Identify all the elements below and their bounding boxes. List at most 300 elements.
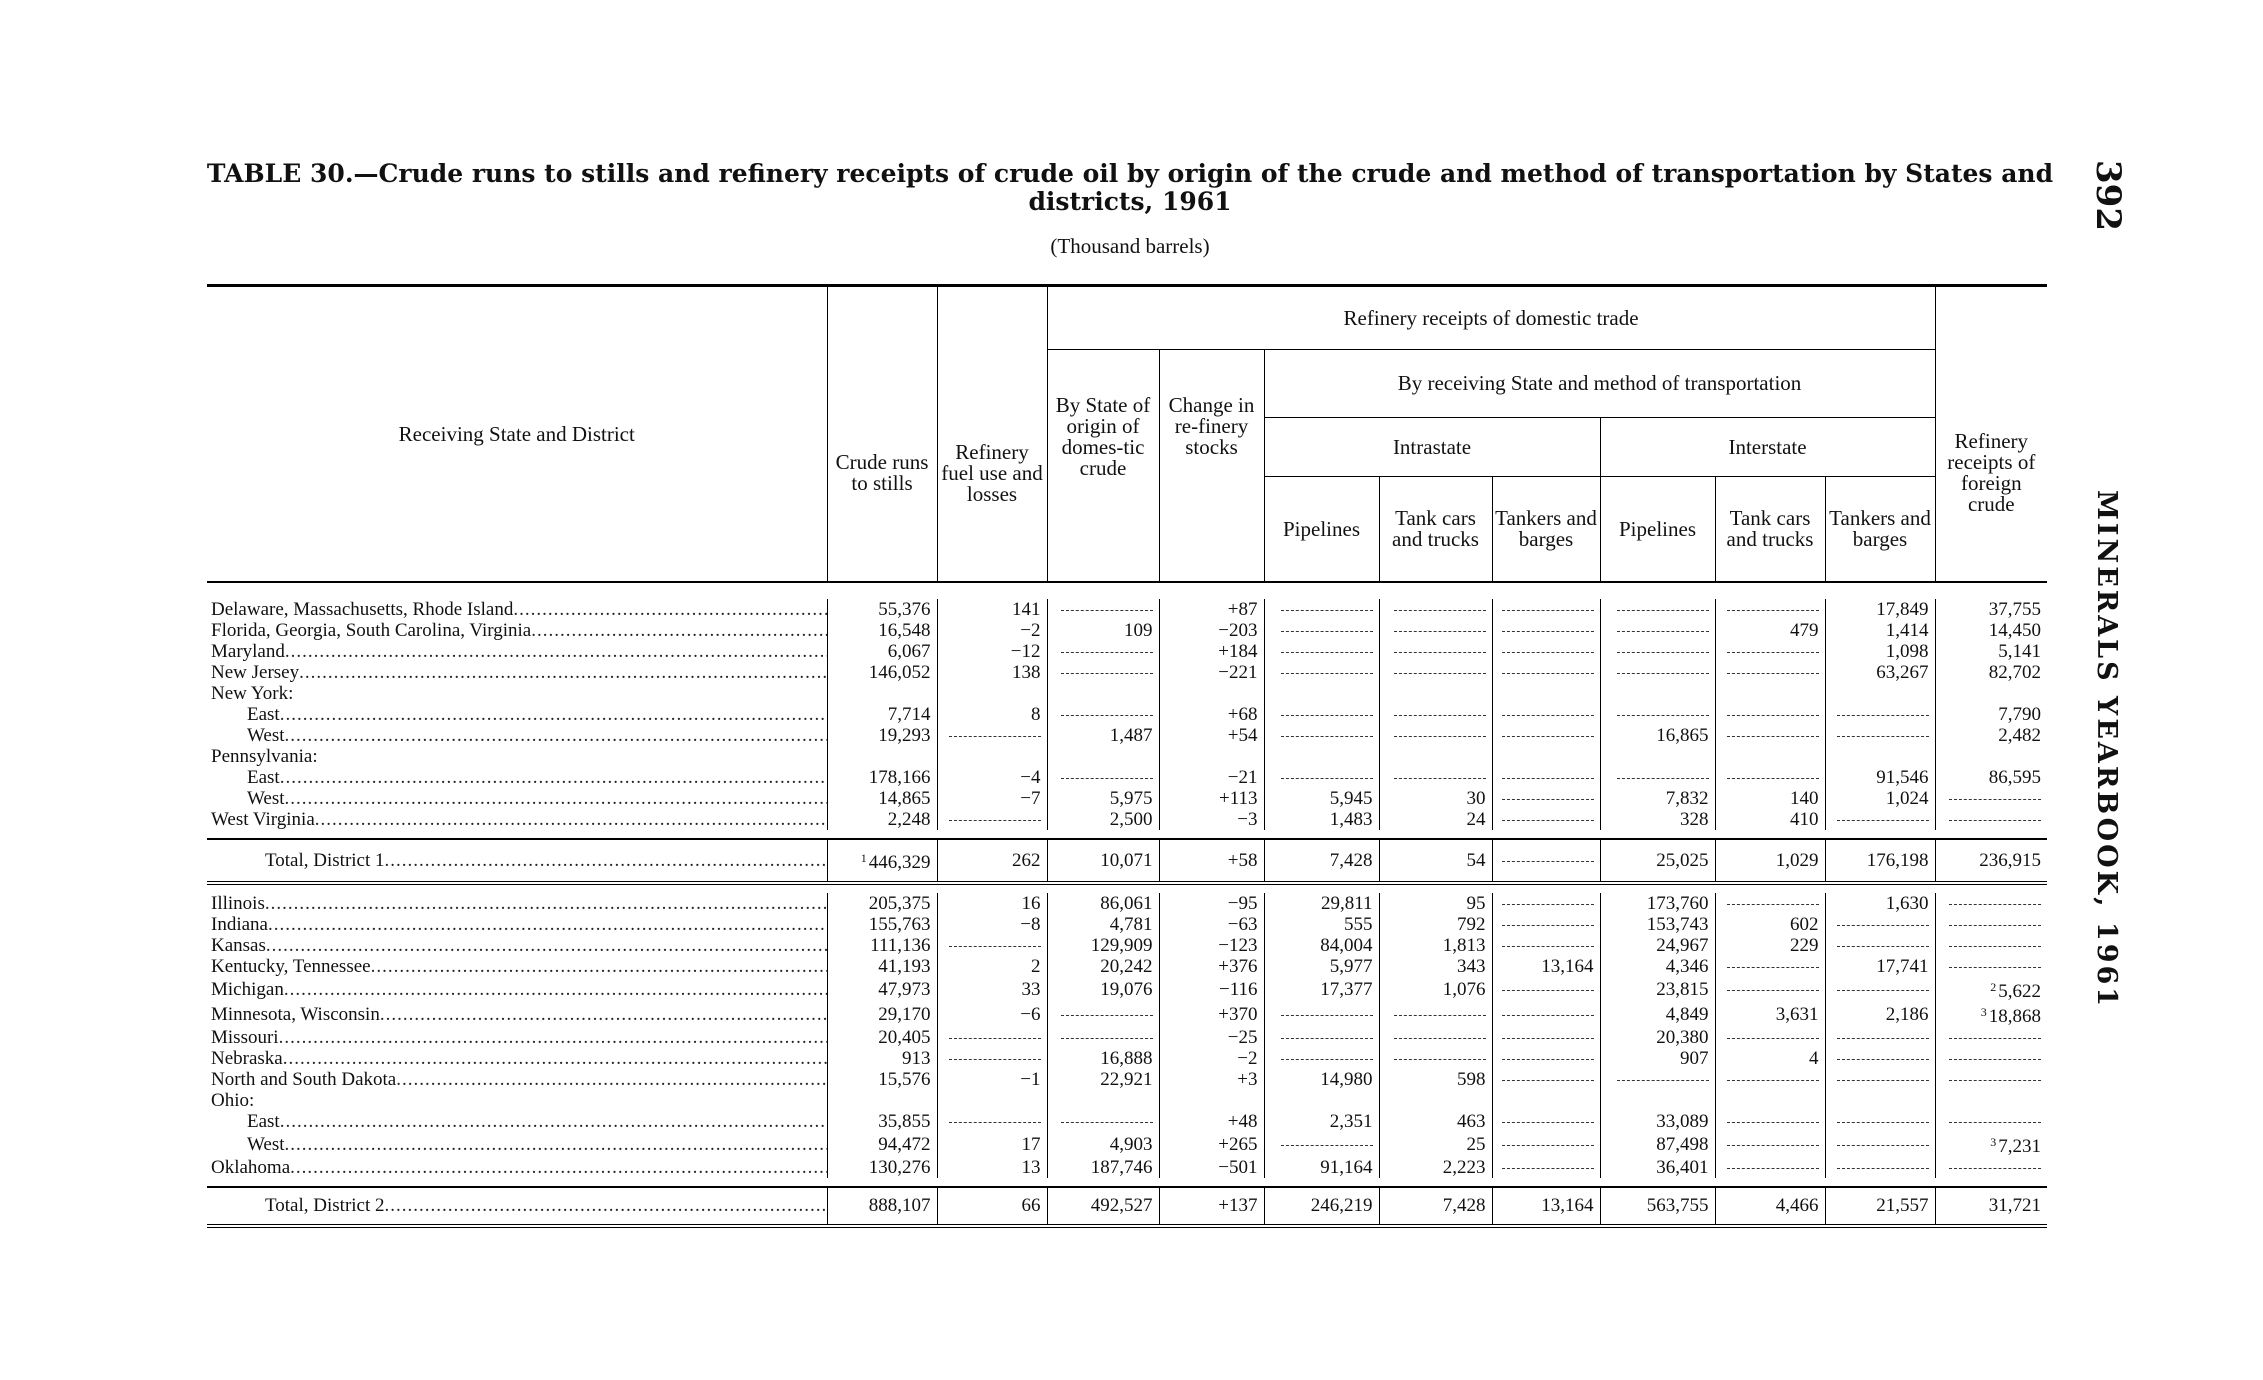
- cell-value: −2: [1020, 620, 1041, 641]
- cell-col-11: [1935, 977, 2047, 1002]
- cell-value: 16,548: [878, 620, 931, 641]
- empty-dash: [1281, 1015, 1373, 1016]
- cell-col-8: [1600, 641, 1715, 662]
- footnote-marker: 1: [860, 851, 867, 865]
- table-row: [207, 704, 2047, 725]
- empty-dash: [1061, 610, 1153, 611]
- empty-dash: [949, 1122, 1041, 1123]
- empty-dash: [949, 1038, 1041, 1039]
- cell-value: 602: [1790, 914, 1819, 935]
- cell-col-2: [937, 809, 1047, 830]
- cell-col-7: [1492, 1111, 1600, 1132]
- cell-col-2: [937, 1090, 1047, 1111]
- cell-col-3: [1047, 935, 1159, 956]
- table-row: [207, 620, 2047, 641]
- cell-value: 3,631: [1775, 1004, 1819, 1025]
- cell-col-10: [1825, 704, 1935, 725]
- cell-col-6: [1379, 977, 1492, 1002]
- cell-col-11: [1935, 599, 2047, 620]
- empty-dash: [1949, 904, 2041, 905]
- cell-col-9: [1715, 725, 1825, 746]
- footnote-marker: 2: [1990, 980, 1997, 994]
- cell-value: 36,401: [1656, 1157, 1709, 1178]
- cell-value: 30: [1466, 788, 1486, 809]
- cell-col-5: [1264, 683, 1379, 704]
- empty-dash: [1617, 673, 1709, 674]
- cell-value: 86,061: [1100, 893, 1153, 914]
- cell-col-8: [1600, 1048, 1715, 1069]
- cell-value: −221: [1218, 662, 1258, 683]
- table-row: [207, 767, 2047, 788]
- cell-col-7: [1492, 935, 1600, 956]
- cell-col-4: [1159, 1157, 1264, 1178]
- leader-dots: [299, 662, 827, 683]
- cell-value: 41,193: [878, 956, 931, 977]
- table-row: [207, 914, 2047, 935]
- cell-col-9: [1715, 1027, 1825, 1048]
- total-row: [207, 839, 2047, 883]
- cell-col-1: [827, 788, 937, 809]
- row-label-text: Illinois: [211, 893, 265, 914]
- cell-value: 479: [1790, 620, 1819, 641]
- cell-value: 176,198: [1866, 849, 1929, 871]
- cell-col-10: [1825, 746, 1935, 767]
- cell-value: 913: [902, 1048, 931, 1069]
- cell-col-7: [1492, 1132, 1600, 1157]
- header-intra-tankcars: Tank cars and trucks: [1379, 477, 1492, 583]
- cell-col-6: [1379, 893, 1492, 914]
- cell-value: 1,076: [1442, 979, 1486, 1000]
- cell-col-3: [1047, 599, 1159, 620]
- cell-col-7: [1492, 1069, 1600, 1090]
- cell-col-8: [1600, 1157, 1715, 1178]
- empty-dash: [1949, 925, 2041, 926]
- cell-value: 492,527: [1090, 1195, 1153, 1216]
- row-label: [207, 683, 827, 704]
- cell-col-2: [937, 1111, 1047, 1132]
- empty-dash: [1502, 946, 1594, 947]
- row-label: [207, 809, 827, 830]
- cell-col-4: [1159, 893, 1264, 914]
- row-label: [207, 977, 827, 1002]
- cell-col-4: [1159, 746, 1264, 767]
- empty-dash: [1502, 904, 1594, 905]
- table-row: [207, 1090, 2047, 1111]
- cell-col-6: [1379, 599, 1492, 620]
- cell-col-11: [1935, 788, 2047, 809]
- cell-col-10: [1825, 788, 1935, 809]
- cell-value: 146,052: [868, 662, 931, 683]
- cell-col-5: [1264, 1069, 1379, 1090]
- empty-dash: [1837, 1168, 1929, 1169]
- cell-col-5: [1264, 1027, 1379, 1048]
- cell-col-6: [1379, 809, 1492, 830]
- empty-dash: [1727, 1145, 1819, 1146]
- cell-col-6: [1379, 704, 1492, 725]
- cell-col-2: [937, 1132, 1047, 1157]
- row-label: [207, 767, 827, 788]
- cell-value: 7,428: [1329, 849, 1373, 871]
- row-label: [207, 1132, 827, 1157]
- cell-value: +48: [1227, 1111, 1258, 1132]
- row-label-text: Nebraska: [211, 1048, 283, 1069]
- cell-col-5: [1264, 725, 1379, 746]
- cell-col-5: [1264, 839, 1379, 883]
- row-label-text: Kentucky, Tennessee: [211, 956, 371, 977]
- cell-col-5: [1264, 620, 1379, 641]
- cell-col-3: [1047, 683, 1159, 704]
- table-title: [205, 160, 2055, 216]
- cell-col-2: [937, 767, 1047, 788]
- cell-value: 2,223: [1442, 1157, 1486, 1178]
- leader-dots: [385, 850, 827, 871]
- cell-value: 5,975: [1109, 788, 1153, 809]
- cell-value: 2: [1031, 956, 1041, 977]
- cell-value: +113: [1218, 788, 1258, 809]
- cell-col-8: [1600, 977, 1715, 1002]
- cell-value: −8: [1020, 914, 1041, 935]
- cell-col-5: [1264, 956, 1379, 977]
- cell-col-9: [1715, 1090, 1825, 1111]
- cell-col-3: [1047, 767, 1159, 788]
- cell-col-11: [1935, 1090, 2047, 1111]
- cell-col-9: [1715, 704, 1825, 725]
- empty-dash: [1502, 1015, 1594, 1016]
- cell-col-8: [1600, 914, 1715, 935]
- cell-col-9: [1715, 893, 1825, 914]
- cell-value: 95: [1466, 893, 1486, 914]
- empty-dash: [1281, 736, 1373, 737]
- header-by-receiving: By receiving State and method of transportation: [1264, 350, 1935, 418]
- empty-dash: [1502, 861, 1594, 862]
- cell-col-11: [1935, 704, 2047, 725]
- row-label-text: Maryland: [211, 641, 285, 662]
- cell-value: 24: [1466, 809, 1486, 830]
- cell-col-11: [1935, 683, 2047, 704]
- empty-dash: [1837, 1059, 1929, 1060]
- cell-col-8: [1600, 788, 1715, 809]
- empty-dash: [1837, 820, 1929, 821]
- cell-col-10: [1825, 662, 1935, 683]
- cell-value: 20,405: [878, 1027, 931, 1048]
- cell-col-7: [1492, 956, 1600, 977]
- leader-dots: [531, 620, 827, 641]
- cell-col-6: [1379, 1002, 1492, 1027]
- empty-dash: [1949, 1122, 2041, 1123]
- cell-col-4: [1159, 704, 1264, 725]
- cell-value: 178,166: [868, 767, 931, 788]
- cell-col-10: [1825, 1157, 1935, 1178]
- leader-dots: [284, 979, 827, 1000]
- cell-col-5: [1264, 977, 1379, 1002]
- empty-dash: [1949, 1059, 2041, 1060]
- cell-col-3: [1047, 839, 1159, 883]
- cell-col-8: [1600, 1111, 1715, 1132]
- total-row: [207, 1187, 2047, 1226]
- cell-value: 86,595: [1988, 767, 2042, 788]
- cell-value: 6,067: [887, 641, 931, 662]
- cell-col-7: [1492, 641, 1600, 662]
- cell-value: 138: [1012, 662, 1041, 683]
- cell-value: 2,500: [1109, 809, 1153, 830]
- cell-value: +265: [1218, 1134, 1258, 1155]
- cell-value: 87,498: [1656, 1134, 1709, 1155]
- row-label: [207, 725, 827, 746]
- row-label: [207, 956, 827, 977]
- row-label: [207, 1187, 827, 1226]
- empty-dash: [1727, 673, 1819, 674]
- table-row: [207, 956, 2047, 977]
- cell-col-6: [1379, 662, 1492, 683]
- empty-dash: [1061, 778, 1153, 779]
- leader-dots: [396, 1069, 827, 1090]
- cell-col-10: [1825, 599, 1935, 620]
- cell-col-10: [1825, 1090, 1935, 1111]
- cell-col-9: [1715, 599, 1825, 620]
- footnote-marker: 3: [1990, 1135, 1997, 1149]
- cell-value: 63,267: [1876, 662, 1929, 683]
- row-label-text: Oklahoma: [211, 1157, 291, 1178]
- cell-col-4: [1159, 662, 1264, 683]
- empty-dash: [1061, 715, 1153, 716]
- cell-value: 24,967: [1656, 935, 1709, 956]
- district-2-rows: [207, 893, 2047, 1178]
- cell-col-1: [827, 599, 937, 620]
- empty-dash: [1837, 1080, 1929, 1081]
- cell-col-10: [1825, 1069, 1935, 1090]
- cell-col-11: [1935, 1157, 2047, 1178]
- cell-col-10: [1825, 725, 1935, 746]
- cell-col-11: [1935, 893, 2047, 914]
- cell-col-7: [1492, 914, 1600, 935]
- cell-value: −6: [1020, 1004, 1041, 1025]
- cell-col-7: [1492, 1090, 1600, 1111]
- empty-dash: [1502, 652, 1594, 653]
- table-row: [207, 977, 2047, 1002]
- empty-dash: [1394, 1059, 1486, 1060]
- cell-value: 15,576: [878, 1069, 931, 1090]
- cell-value: 187,746: [1090, 1157, 1153, 1178]
- cell-col-8: [1600, 725, 1715, 746]
- cell-value: 16,888: [1100, 1048, 1153, 1069]
- header-foreign: Refinery receipts of foreign crude: [1935, 286, 2047, 583]
- empty-dash: [1617, 715, 1709, 716]
- cell-col-2: [937, 662, 1047, 683]
- empty-dash: [1949, 946, 2041, 947]
- cell-col-10: [1825, 914, 1935, 935]
- cell-col-1: [827, 683, 937, 704]
- cell-col-4: [1159, 1002, 1264, 1027]
- empty-dash: [949, 736, 1041, 737]
- empty-dash: [1727, 610, 1819, 611]
- cell-col-4: [1159, 1090, 1264, 1111]
- cell-col-1: [827, 1157, 937, 1178]
- row-label: [207, 620, 827, 641]
- cell-col-8: [1600, 599, 1715, 620]
- cell-value: 2,186: [1885, 1004, 1929, 1025]
- cell-col-3: [1047, 1187, 1159, 1226]
- cell-value: 7,714: [887, 704, 931, 725]
- cell-col-1: [827, 914, 937, 935]
- cell-col-2: [937, 704, 1047, 725]
- leader-dots: [285, 788, 827, 809]
- cell-col-9: [1715, 746, 1825, 767]
- cell-value: −2: [1237, 1048, 1258, 1069]
- cell-col-7: [1492, 893, 1600, 914]
- cell-col-6: [1379, 788, 1492, 809]
- empty-dash: [1727, 736, 1819, 737]
- empty-dash: [1502, 631, 1594, 632]
- empty-dash: [1502, 1145, 1594, 1146]
- empty-dash: [1949, 967, 2041, 968]
- leader-dots: [513, 599, 827, 620]
- cell-col-1: [827, 704, 937, 725]
- cell-col-1: [827, 1002, 937, 1027]
- cell-col-8: [1600, 935, 1715, 956]
- empty-dash: [1837, 925, 1929, 926]
- cell-col-9: [1715, 1187, 1825, 1226]
- cell-col-5: [1264, 809, 1379, 830]
- cell-col-1: [827, 767, 937, 788]
- empty-dash: [1727, 1038, 1819, 1039]
- title-line-2: districts, 1961: [1028, 187, 1232, 216]
- leader-dots: [280, 704, 827, 725]
- cell-col-9: [1715, 1002, 1825, 1027]
- row-label-text: North and South Dakota: [211, 1069, 397, 1090]
- cell-col-7: [1492, 1002, 1600, 1027]
- cell-col-5: [1264, 641, 1379, 662]
- cell-col-2: [937, 1069, 1047, 1090]
- cell-col-5: [1264, 1132, 1379, 1157]
- cell-value: +54: [1227, 725, 1258, 746]
- cell-col-1: [827, 1132, 937, 1157]
- empty-dash: [1502, 990, 1594, 991]
- cell-col-5: [1264, 1090, 1379, 1111]
- district-2-total: [207, 1178, 2047, 1226]
- cell-col-7: [1492, 1187, 1600, 1226]
- row-label: [207, 746, 827, 767]
- cell-col-8: [1600, 620, 1715, 641]
- cell-col-5: [1264, 788, 1379, 809]
- cell-col-9: [1715, 683, 1825, 704]
- cell-col-4: [1159, 935, 1264, 956]
- cell-value: −3: [1237, 809, 1258, 830]
- cell-col-10: [1825, 956, 1935, 977]
- row-label: [207, 1157, 827, 1178]
- cell-col-7: [1492, 683, 1600, 704]
- empty-dash: [1502, 610, 1594, 611]
- row-label-text: East: [247, 704, 280, 725]
- cell-value: 29,811: [1320, 893, 1373, 914]
- cell-col-3: [1047, 1048, 1159, 1069]
- header-crude-runs: Crude runs to stills: [827, 286, 937, 583]
- cell-value: 13: [1021, 1157, 1041, 1178]
- cell-col-3: [1047, 1027, 1159, 1048]
- cell-value: 130,276: [868, 1157, 931, 1178]
- empty-dash: [1061, 1038, 1153, 1039]
- cell-col-11: [1935, 1027, 2047, 1048]
- cell-col-2: [937, 1027, 1047, 1048]
- row-label: [207, 1090, 827, 1111]
- row-label: [207, 1027, 827, 1048]
- table-row: [207, 746, 2047, 767]
- cell-col-11: [1935, 1132, 2047, 1157]
- cell-value: 1,487: [1109, 725, 1153, 746]
- cell-col-6: [1379, 1157, 1492, 1178]
- cell-col-3: [1047, 914, 1159, 935]
- empty-dash: [1281, 652, 1373, 653]
- cell-col-9: [1715, 767, 1825, 788]
- cell-col-1: [827, 641, 937, 662]
- row-label-text: Delaware, Massachusetts, Rhode Island: [211, 599, 514, 620]
- leader-dots: [380, 1004, 827, 1025]
- cell-col-10: [1825, 767, 1935, 788]
- cell-col-2: [937, 1048, 1047, 1069]
- cell-col-4: [1159, 620, 1264, 641]
- cell-value: 2,351: [1329, 1111, 1373, 1132]
- header-state: Receiving State and District: [207, 286, 827, 583]
- cell-value: 129,909: [1090, 935, 1153, 956]
- cell-col-2: [937, 956, 1047, 977]
- cell-col-1: [827, 725, 937, 746]
- empty-dash: [1281, 778, 1373, 779]
- cell-value: 29,170: [878, 1004, 931, 1025]
- cell-col-4: [1159, 956, 1264, 977]
- empty-dash: [1502, 925, 1594, 926]
- cell-col-11: [1935, 662, 2047, 683]
- cell-value: 907: [1680, 1048, 1709, 1069]
- cell-value: 1,098: [1885, 641, 1929, 662]
- header-interstate: Interstate: [1600, 418, 1935, 477]
- cell-col-1: [827, 1069, 937, 1090]
- cell-value: 236,915: [1979, 849, 2042, 871]
- row-label-text: West: [247, 725, 285, 746]
- cell-value: 153,743: [1646, 914, 1709, 935]
- leader-dots: [268, 914, 827, 935]
- cell-col-8: [1600, 1132, 1715, 1157]
- cell-col-11: [1935, 935, 2047, 956]
- cell-value: 598: [1457, 1069, 1486, 1090]
- row-label-text: West Virginia: [211, 809, 315, 830]
- cell-value: 82,702: [1988, 662, 2042, 683]
- cell-col-4: [1159, 914, 1264, 935]
- empty-dash: [1394, 715, 1486, 716]
- cell-col-11: [1935, 809, 2047, 830]
- table-row: [207, 725, 2047, 746]
- cell-col-5: [1264, 599, 1379, 620]
- cell-col-6: [1379, 956, 1492, 977]
- empty-dash: [1502, 673, 1594, 674]
- cell-col-10: [1825, 1048, 1935, 1069]
- page-number: 392: [2088, 160, 2128, 231]
- cell-value: 17,849: [1876, 599, 1929, 620]
- row-label-text: Ohio:: [211, 1090, 255, 1111]
- row-label: [207, 641, 827, 662]
- row-label-text: Total, District 1: [265, 849, 385, 871]
- row-label: [207, 1069, 827, 1090]
- table-row: [207, 1048, 2047, 1069]
- header-inter-tankcars: Tank cars and trucks: [1715, 477, 1825, 583]
- cell-value: 14,865: [878, 788, 931, 809]
- cell-col-7: [1492, 599, 1600, 620]
- cell-col-8: [1600, 1090, 1715, 1111]
- leader-dots: [385, 1195, 827, 1216]
- cell-col-2: [937, 620, 1047, 641]
- cell-value: 5,141: [1998, 641, 2042, 662]
- cell-value: +58: [1227, 849, 1258, 871]
- table-header: [207, 286, 2047, 600]
- header-change-stocks: Change in re-finery stocks: [1159, 350, 1264, 583]
